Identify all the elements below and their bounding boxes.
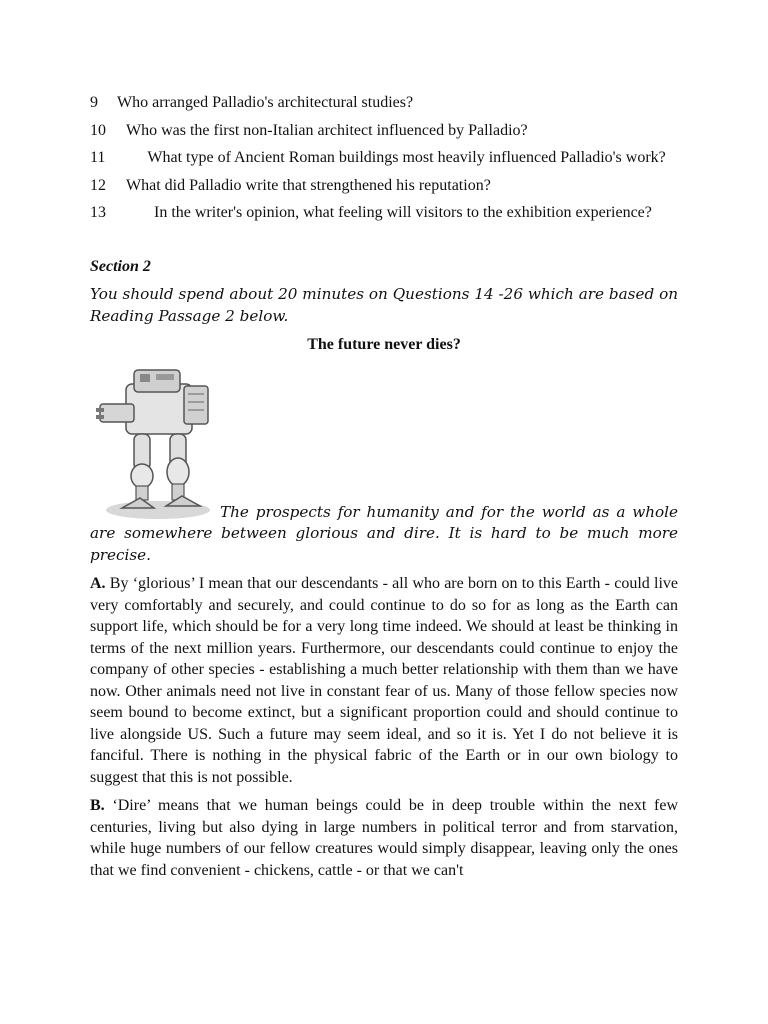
paragraph-text: ‘Dire’ means that we human beings could be in deep trouble within the next few centuries, living but also dying in large numbers in political terror and from starvation, while huge numbers of our fellow creatures would simply disappear, leaving only the ones that we find convenient - chickens, cattle - or that we can't bbox=[90, 797, 679, 879]
question-10 bbox=[90, 120, 678, 142]
section-heading: Section 2 bbox=[90, 257, 151, 275]
figure-row bbox=[90, 362, 678, 523]
paragraph-label: A. bbox=[90, 575, 106, 592]
question-number: 12 bbox=[90, 176, 106, 194]
robot-mech-illustration-icon bbox=[96, 364, 220, 522]
question-13 bbox=[90, 202, 678, 224]
question-number: 13 bbox=[90, 204, 106, 221]
question-12 bbox=[90, 175, 678, 197]
lead-text: The prospects for humanity and for the world as a whole are somewhere between glorious and dire. It is hard to be much more precise. bbox=[90, 502, 678, 564]
question-11 bbox=[90, 147, 678, 169]
question-number: 11 bbox=[90, 149, 106, 166]
question-text: What type of Ancient Roman buildings most heavily influenced Palladio's work? bbox=[147, 149, 666, 166]
paragraph-text: By ‘glorious’ I mean that our descendants - all who are born on to this Earth - could live very comfortably and securely, and could continue to do so for as long as the Earth can support life, which should be for a very long time indeed. We should at least be thinking in terms of the next million years. Furthermore, our descendants could continue to enjoy the company of other species - establishing a much better relationship with them than we have now. Other animals need not live in constant fear of us. Many of those fellow species now seem bound to become extinct, but a significant proportion could and should continue to live alongside US. Such a future may seem ideal, and so it is. Yet I do not believe it is fanciful. There is nothing in the physical fabric of the Earth or in our own biology to suggest that this is not possible. bbox=[90, 575, 679, 786]
question-text: Who arranged Palladio's architectural studies? bbox=[117, 94, 414, 111]
question-text: In the writer's opinion, what feeling will visitors to the exhibition experience? bbox=[154, 204, 652, 221]
passage-title: The future never dies? bbox=[307, 336, 461, 353]
paragraph-label: B. bbox=[90, 797, 105, 814]
question-number: 10 bbox=[90, 121, 106, 139]
paragraph-b bbox=[90, 795, 678, 881]
question-text: What did Palladio write that strengthened his reputation? bbox=[126, 176, 491, 194]
question-9 bbox=[90, 92, 678, 114]
document-page bbox=[90, 92, 678, 888]
question-number: 9 bbox=[90, 94, 98, 111]
section-instruction: You should spend about 20 minutes on Questions 14 -26 which are based on Reading Passage 2 below. bbox=[90, 285, 678, 325]
paragraph-a bbox=[90, 573, 678, 788]
question-text: Who was the first non-Italian architect influenced by Palladio? bbox=[126, 121, 528, 139]
